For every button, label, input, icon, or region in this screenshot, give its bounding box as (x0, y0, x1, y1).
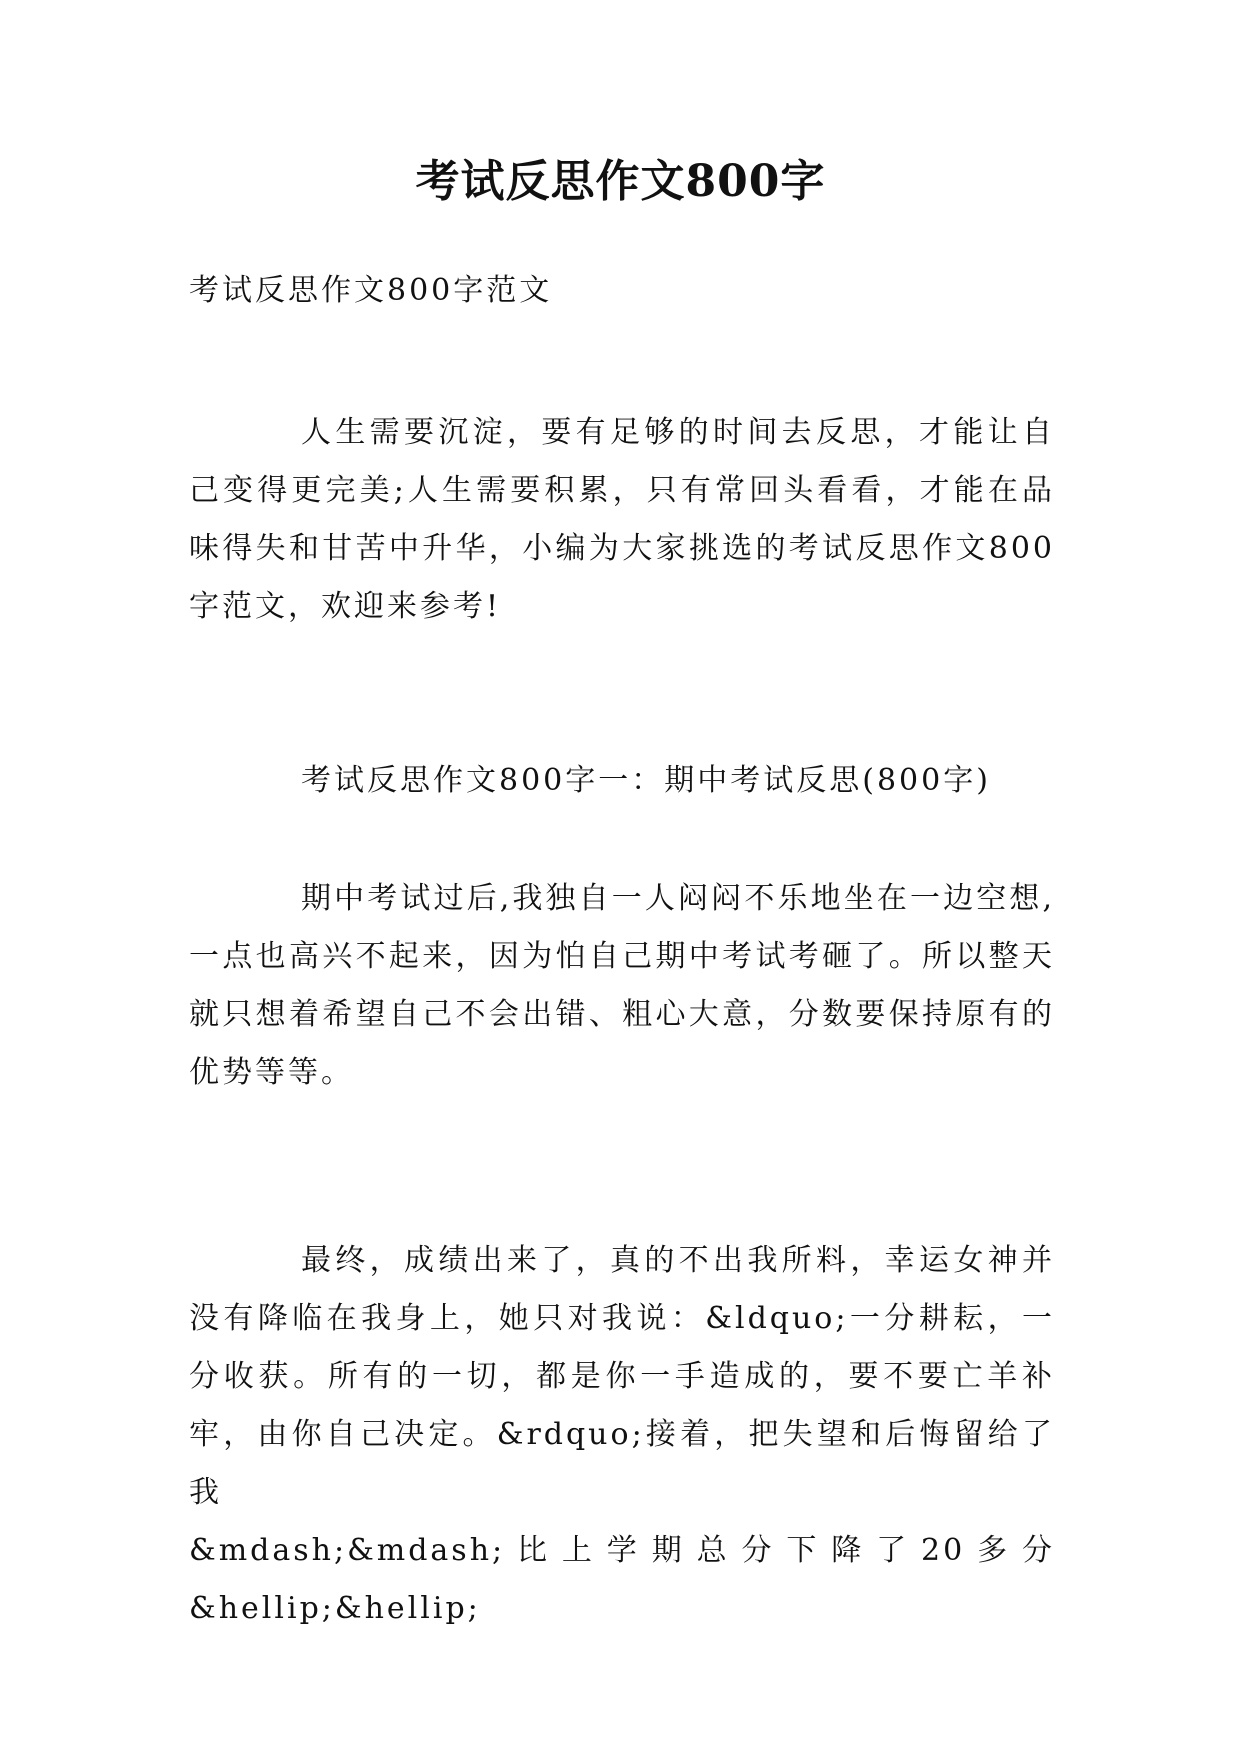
paragraph-results-ellipsis: &hellip;&hellip; (189, 1591, 481, 1626)
paragraph-results-text: 最终，成绩出来了，真的不出我所料，幸运女神并没有降临在我身上，她只对我说：&ldquo;一分耕耘，一分收获。所有的一切，都是你一手造成的，要不要亡羊补牢，由你自己决定。&rdquo;接着，把失望和后悔留给了我 (189, 1243, 1055, 1510)
document-title: 考试反思作文800字 (415, 156, 826, 207)
paragraph-results-dash-line: &mdash;&mdash;比上学期总分下降了20多分 (189, 1533, 1055, 1568)
section-heading: 考试反思作文800字一：期中考试反思(800字) (301, 763, 991, 798)
document-subtitle: 考试反思作文800字范文 (189, 273, 553, 308)
paragraph-midterm-reflection: 期中考试过后,我独自一人闷闷不乐地坐在一边空想,一点也高兴不起来，因为怕自己期中考试考砸了。所以整天就只想着希望自己不会出错、粗心大意，分数要保持原有的优势等等。 (189, 881, 1055, 1090)
intro-paragraph: 人生需要沉淀，要有足够的时间去反思，才能让自己变得更完美;人生需要积累，只有常回头看看，才能在品味得失和甘苦中升华，小编为大家挑选的考试反思作文800字范文，欢迎来参考! (189, 415, 1055, 624)
paragraph-results (189, 1232, 1055, 1638)
